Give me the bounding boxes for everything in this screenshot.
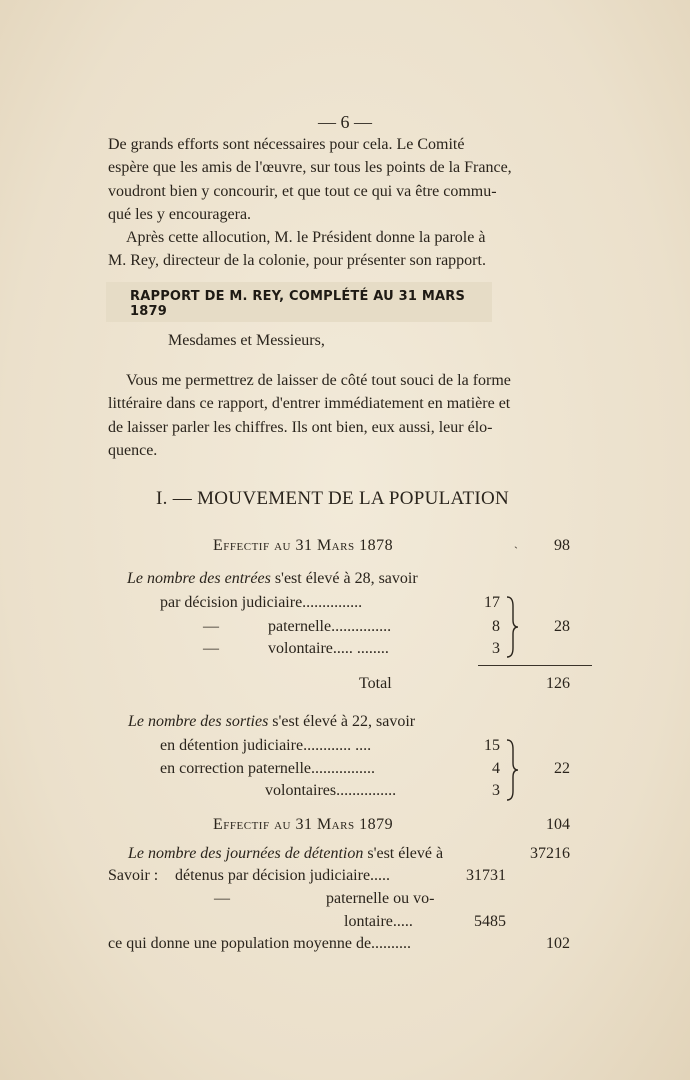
effectif-1879-value: 104 xyxy=(546,816,570,833)
report-line: de laisser parler les chiffres. Ils ont bien, eux aussi, leur élo- xyxy=(108,418,493,436)
sorties-total: 22 xyxy=(554,760,570,777)
entrees-intro xyxy=(127,570,418,588)
report-heading-band xyxy=(106,282,492,322)
effectif-1878-value: 98 xyxy=(554,537,570,554)
row-label: en correction paternelle xyxy=(160,760,312,777)
section-title: I. — MOUVEMENT DE LA POPULATION xyxy=(156,488,510,509)
dot-leader: ................ xyxy=(311,760,376,777)
row-label: ce qui donne une population moyenne de xyxy=(108,935,372,952)
population-value: 102 xyxy=(546,935,570,952)
row-label: volontaires xyxy=(265,782,337,799)
sorties-row-label xyxy=(160,737,371,755)
check-mark: ˎ xyxy=(514,535,518,549)
total-rule xyxy=(478,665,592,666)
report-line: Vous me permettrez de laisser de côté tout souci de la forme xyxy=(126,372,511,389)
entrees-row-label xyxy=(268,640,389,658)
dot-leader: ..... xyxy=(392,913,413,930)
dot-leader: ............ .... xyxy=(303,737,372,754)
sorties-row-value: 3 xyxy=(492,782,500,799)
report-line: quence. xyxy=(108,441,158,459)
dot-leader: ..... ........ xyxy=(332,640,389,657)
report-line: littéraire dans ce rapport, d'entrer immédiatement en matière et xyxy=(108,395,511,413)
intro-paragraph xyxy=(108,133,594,273)
dot-leader: ..... xyxy=(370,867,391,884)
total-label: Total xyxy=(359,675,392,692)
president-line: Après cette allocution, M. le Président donne la parole à xyxy=(126,229,486,247)
entrees-row-label xyxy=(268,618,391,636)
right-brace xyxy=(504,596,520,658)
sorties-row-value: 15 xyxy=(484,737,500,754)
entrees-row-label xyxy=(160,594,362,612)
sorties-row-label xyxy=(160,760,375,778)
sorties-row-value: 4 xyxy=(492,760,500,777)
dot-leader: ............... xyxy=(331,618,392,635)
journees-line1 xyxy=(175,867,390,885)
sorties-intro-italic: Le nombre des sorties xyxy=(128,713,269,730)
ditto-dash: — xyxy=(203,640,219,657)
right-brace xyxy=(504,739,520,801)
entrees-intro-italic: Le nombre des entrées xyxy=(127,570,271,587)
sorties-intro-rest: s'est élevé à 22, savoir xyxy=(272,713,416,730)
row-label: volontaire xyxy=(268,640,333,657)
intro-line: espère que les amis de l'œuvre, sur tous les points de la France, xyxy=(108,159,512,177)
entrees-total: 28 xyxy=(554,618,570,635)
row-label: en détention judiciaire xyxy=(160,737,304,754)
dot-leader: ............... xyxy=(302,594,363,611)
sorties-intro xyxy=(128,713,415,731)
entrees-row-value: 3 xyxy=(492,640,500,657)
journees-intro-italic: Le nombre des journées de détention xyxy=(128,845,364,862)
journees-line2-b xyxy=(344,913,413,931)
intro-line: De grands efforts sont nécessaires pour cela. Le Comité xyxy=(108,136,465,153)
intro-line: voudront bien y concourir, et que tout ce qui va être commu- xyxy=(108,182,497,200)
journees-intro xyxy=(128,845,443,863)
report-paragraph xyxy=(108,369,594,462)
entrees-intro-rest: s'est élevé à 28, savoir xyxy=(274,570,418,587)
row-label: par décision judiciaire xyxy=(160,594,303,611)
row-label: détenus par décision judiciaire xyxy=(175,867,371,884)
dot-leader: .......... xyxy=(371,935,412,952)
journees-line1-value: 31731 xyxy=(466,867,506,884)
journees-line2-a: paternelle ou vo- xyxy=(326,890,435,907)
page-number: — 6 — xyxy=(318,112,372,132)
journees-value: 37216 xyxy=(530,845,570,862)
effectif-1878-label: Effectif au 31 Mars 1878 xyxy=(213,537,394,554)
ditto-dash: — xyxy=(203,618,219,635)
population-line xyxy=(108,935,411,953)
report-heading: RAPPORT DE M. REY, COMPLÉTÉ AU 31 MARS 1879 xyxy=(130,289,466,319)
entrees-row-value: 17 xyxy=(484,594,500,611)
salutation: Mesdames et Messieurs, xyxy=(168,332,325,349)
journees-line2-value: 5485 xyxy=(474,913,506,930)
row-label: lontaire xyxy=(344,913,393,930)
dot-leader: ............... xyxy=(336,782,397,799)
entrees-row-value: 8 xyxy=(492,618,500,635)
journees-intro-rest: s'est élevé à xyxy=(367,845,444,862)
sorties-row-label xyxy=(265,782,396,800)
savoir-label: Savoir : xyxy=(108,867,159,884)
row-label: paternelle xyxy=(268,618,332,635)
effectif-1879-label: Effectif au 31 Mars 1879 xyxy=(213,816,394,833)
intro-line: qué les y encouragera. xyxy=(108,205,252,223)
total-value: 126 xyxy=(546,675,570,692)
president-line: M. Rey, directeur de la colonie, pour présenter son rapport. xyxy=(108,252,486,270)
ditto-dash: — xyxy=(214,890,230,907)
